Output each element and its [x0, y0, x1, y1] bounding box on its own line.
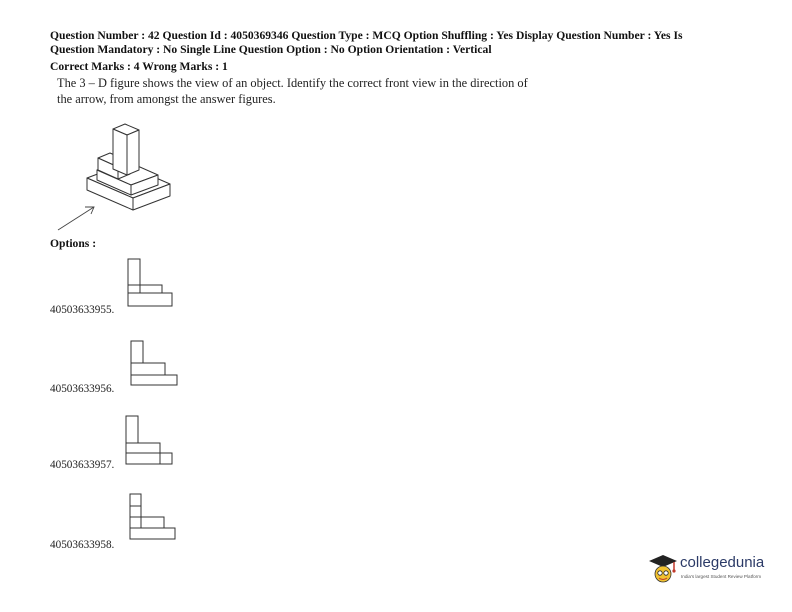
direction-arrow-icon — [58, 207, 94, 230]
options-label: Options : — [50, 237, 97, 250]
question-meta-line-2: Question Mandatory : No Single Line Question Option : No Option Orientation : Vertical — [50, 43, 492, 56]
question-meta-line-1: Question Number : 42 Question Id : 4050369346 Question Type : MCQ Option Shuffling : Yes Display Question Number : Yes Is — [50, 29, 683, 42]
logo-tagline: India's largest Student Review Platform — [681, 574, 762, 579]
option-2-figure[interactable] — [128, 340, 182, 390]
question-text-line-1: The 3 – D figure shows the view of an object. Identify the correct front view in the direction of — [57, 76, 528, 90]
pillar-right — [127, 130, 139, 175]
pillar-left — [113, 129, 127, 175]
question-text-line-2: the arrow, from amongst the answer figures. — [57, 92, 276, 106]
option-1-id[interactable]: 40503633955. — [50, 304, 115, 316]
option-3-figure[interactable] — [123, 415, 177, 467]
option-2-id[interactable]: 40503633956. — [50, 383, 115, 395]
question-figure-3d — [40, 115, 180, 245]
option-3-id[interactable]: 40503633957. — [50, 459, 115, 471]
option-4-figure[interactable] — [127, 492, 181, 544]
marks-line: Correct Marks : 4 Wrong Marks : 1 — [50, 60, 228, 73]
option-4-id[interactable]: 40503633958. — [50, 539, 115, 551]
collegedunia-logo — [648, 552, 778, 588]
option-1-figure[interactable] — [125, 258, 177, 310]
graduate-cap-icon — [648, 552, 678, 586]
logo-name: collegedunia — [680, 554, 765, 571]
